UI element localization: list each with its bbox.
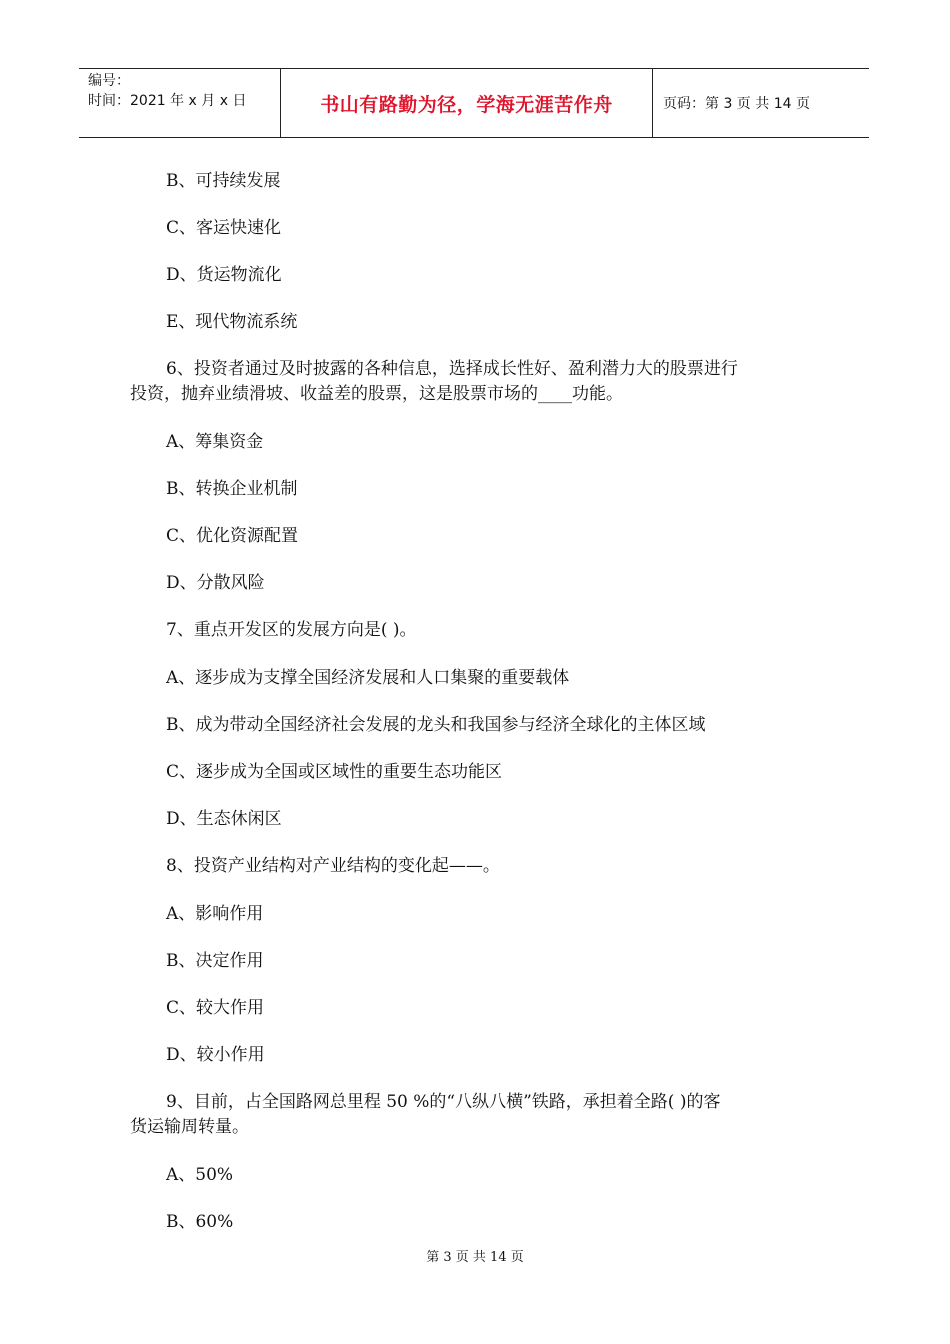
option-line: D、生态休闲区 [166,809,282,829]
option-line: A、筹集资金 [166,432,264,452]
option-line: B、60% [166,1212,234,1232]
option-line: B、可持续发展 [166,171,281,191]
option-line: C、优化资源配置 [166,526,299,546]
option-line: E、现代物流系统 [166,312,298,332]
question-line: 7、重点开发区的发展方向是( )。 [166,620,417,640]
option-line: A、50% [166,1165,234,1185]
number-label: 编号： [88,73,130,89]
question-line: 9、目前，占全国路网总里程 50 %的“八纵八横”铁路，承担着全路( )的客 [166,1092,721,1112]
header-motto: 书山有路勤为径，学海无涯苦作舟 [281,69,653,137]
option-line: C、逐步成为全国或区域性的重要生态功能区 [166,762,503,782]
option-line: B、决定作用 [166,951,264,971]
option-line: C、客运快速化 [166,218,282,238]
option-line: D、货运物流化 [166,265,282,285]
header-page-info: 页码：第 3 页 共 14 页 [663,96,810,112]
option-line: A、逐步成为支撑全国经济发展和人口集聚的重要载体 [166,668,570,688]
time-label: 时间：2021 年 x 月 x 日 [88,93,247,109]
question-line: 货运输周转量。 [130,1117,249,1137]
question-line: 投资，抛弃业绩滑坡、收益差的股票，这是股票市场的____功能。 [130,384,623,404]
option-line: B、成为带动全国经济社会发展的龙头和我国参与经济全球化的主体区域 [166,715,706,735]
option-line: D、分散风险 [166,573,265,593]
option-line: D、较小作用 [166,1045,265,1065]
question-line: 6、投资者通过及时披露的各种信息，选择成长性好、盈利潜力大的股票进行 [166,359,738,379]
question-line: 8、投资产业结构对产业结构的变化起——。 [166,856,500,876]
option-line: B、转换企业机制 [166,479,298,499]
page-footer: 第 3 页 共 14 页 [426,1250,524,1265]
option-line: A、影响作用 [166,904,264,924]
option-line: C、较大作用 [166,998,265,1018]
